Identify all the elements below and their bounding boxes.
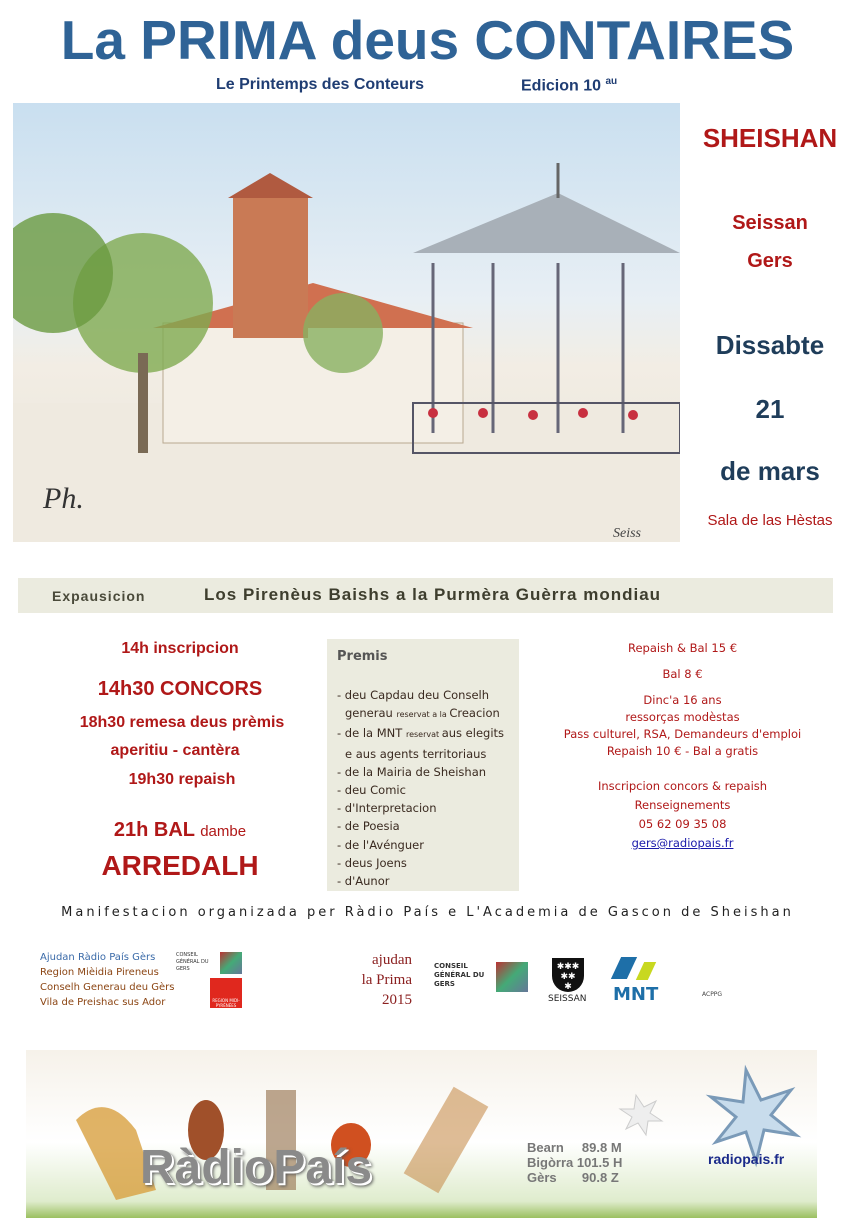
- prize-item: - d'Aunor: [337, 874, 390, 889]
- schedule-ball: [20, 819, 340, 842]
- edition-sup: au: [605, 76, 618, 87]
- poster-subtitle: Le Printemps des Conteurs: [216, 76, 425, 93]
- event-date: 21: [755, 394, 785, 424]
- expo-title: Los Pirenèus Baishs a la Purmèra Guèrra mondiau: [204, 585, 662, 604]
- prize-item: generau reservat a la Creacion: [345, 706, 500, 721]
- town-name: SHEISHAN: [702, 123, 838, 153]
- prima-line: ajudan: [372, 952, 412, 968]
- schedule-inscription: 14h inscripcion: [121, 640, 239, 657]
- svg-text:Ph.: Ph.: [43, 482, 84, 515]
- seissan-crest-icon: ✱✱✱ ✱✱ ✱: [552, 958, 584, 992]
- mnt-logo-mark: [611, 957, 637, 979]
- prize-item: - deu Comic: [337, 783, 406, 798]
- edition-text: Edicion 10: [521, 77, 602, 95]
- prizes-heading: Premis: [337, 649, 388, 664]
- prize-item: - de la MNT reservat aus elegits: [337, 726, 505, 741]
- prima-line: 2015: [382, 992, 412, 1008]
- sponsor-line: Ajudan Ràdio País Gèrs: [40, 952, 156, 963]
- mnt-logo: MNT: [613, 984, 659, 1005]
- sponsor-line: Vila de Preishac sus Ador: [40, 997, 166, 1008]
- event-day: Dissabte: [715, 330, 825, 360]
- prize-item: - d'Interpretacion: [337, 801, 437, 816]
- dept-name: Gers: [747, 250, 793, 272]
- price-meal-ball: Repaish & Bal 15 €: [627, 641, 738, 655]
- prize-item: - de la Mairia de Sheishan: [337, 764, 487, 779]
- prizes-box: [327, 639, 519, 891]
- city-name: Seissan: [732, 212, 808, 234]
- schedule-meal: 19h30 repaish: [128, 771, 236, 788]
- radio-pais-logo: RàdioPaís: [140, 1141, 373, 1194]
- ball-with: dambe: [200, 823, 247, 840]
- poster-title: La PRIMA deus CONTAIRES: [60, 9, 795, 71]
- email-link[interactable]: gers@radiopais.fr: [631, 836, 734, 850]
- schedule-aperitif: aperitiu - cantèra: [110, 742, 240, 759]
- radio-website[interactable]: radiopais.fr: [708, 1151, 785, 1167]
- mnt-logo-mark2: [636, 962, 656, 980]
- conseil-general-logo: CONSEIL GÉNÉRAL DU GERS: [434, 962, 528, 992]
- prima-sponsors: [340, 950, 412, 1010]
- band-name: ARREDALH: [101, 850, 259, 881]
- ball-time: 21h BAL: [113, 819, 195, 841]
- venue: Sala de las Hèstas: [707, 512, 833, 529]
- price-youth: Dinc'a 16 ans: [643, 693, 722, 707]
- price-modest: ressorças modèstas: [625, 710, 740, 724]
- region-logo: REGION MIDI-PYRÉNÉES: [210, 978, 242, 1008]
- phone-number: 05 62 09 35 08: [638, 817, 727, 831]
- price-reduced: Repaish 10 € - Bal a gratis: [606, 744, 759, 758]
- sponsor-line: Conselh Generau deu Gèrs: [40, 982, 175, 993]
- prices-block: [540, 640, 825, 852]
- edition: [521, 76, 617, 95]
- prize-item: - deus Joens: [337, 855, 407, 870]
- organizers-line: Manifestacion organizada per Ràdio País e L'Academia de Gascon de Sheishan: [61, 905, 794, 920]
- sponsors-list: [40, 950, 174, 1010]
- price-pass: Pass culturel, RSA, Demandeurs d'emploi: [563, 727, 802, 741]
- watercolor-painting: [13, 103, 680, 542]
- registration-info: Inscripcion concors & repaish: [597, 779, 768, 793]
- prize-item: - de Poesia: [337, 819, 400, 834]
- conseil-general-logo-small: CONSEIL GÉNÉRAL DU GERS: [176, 952, 242, 976]
- acppg-logo: ACPPG: [702, 991, 723, 998]
- prize-item: - deu Capdau deu Conselh: [337, 688, 490, 702]
- schedule-prizes: 18h30 remesa deus prèmis: [79, 714, 285, 731]
- sponsor-line: Region Mièidia Pireneus: [40, 967, 159, 978]
- seissan-label: SEISSAN: [548, 994, 587, 1004]
- schedule-concours: 14h30 CONCORS: [97, 678, 263, 700]
- price-ball: Bal 8 €: [662, 667, 703, 681]
- prize-item: e aus agents territoriaus: [345, 746, 487, 761]
- info-label: Renseignements: [634, 798, 731, 812]
- exhibition-bar: [18, 578, 833, 613]
- radio-frequencies: Bearn 89.8 M Bigòrra 101.5 H Gèrs 90.8 Z: [527, 1140, 623, 1185]
- expo-label: Expausicion: [52, 588, 146, 604]
- prima-line: la Prima: [361, 972, 412, 988]
- prize-item: - de l'Avénguer: [337, 837, 424, 852]
- painting-signature: Seiss: [613, 526, 641, 541]
- event-month: de mars: [720, 456, 820, 486]
